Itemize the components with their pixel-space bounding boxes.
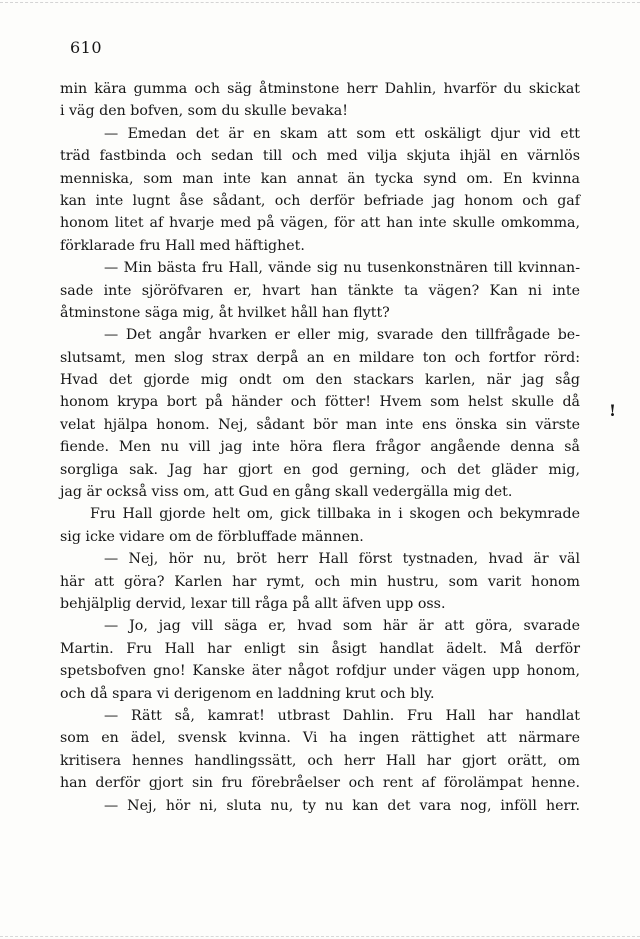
text-line: menniska, som man inte kan annat än tycka synd om. En kvinna bbox=[60, 170, 580, 187]
text-line: Fru Hall gjorde helt om, gick tillbaka in i skogen och bekymrade bbox=[90, 506, 580, 523]
text-line: jag är också viss om, att Gud en gång skall vedergälla mig det. bbox=[60, 484, 513, 501]
text-line: Hvad det gjorde mig ondt om den stackars karlen, när jag såg bbox=[60, 372, 580, 389]
text-line: åtminstone säga mig, åt hvilket håll han flytt? bbox=[60, 304, 390, 321]
text-line: han derför gjort sin fru förebråelser och rent af förolämpat henne. bbox=[60, 775, 580, 792]
page-top-edge bbox=[0, 2, 640, 3]
text-line: velat hjälpa honom. Nej, sådant bör man inte ens önska sin värste bbox=[60, 416, 580, 433]
text-line: — Rätt så, kamrat! utbrast Dahlin. Fru Hall har handlat bbox=[104, 707, 580, 724]
text-line: och då spara vi derigenom en laddning krut och bly. bbox=[60, 685, 435, 702]
text-line: som en ädel, svensk kvinna. Vi ha ingen rättighet att närmare bbox=[60, 730, 580, 747]
text-line: min kära gumma och säg åtminstone herr Dahlin, hvarför du skickat bbox=[60, 81, 580, 97]
text-line: kan inte lugnt åse sådant, och derför befriade jag honom och gaf bbox=[60, 192, 580, 209]
text-line: — Det angår hvarken er eller mig, svarade den tillfrågade be- bbox=[104, 327, 580, 344]
page-bottom-edge bbox=[0, 936, 640, 937]
page-number: 610 bbox=[70, 38, 103, 57]
body-text bbox=[60, 78, 580, 817]
text-line: i väg den bofven, som du skulle bevaka! bbox=[60, 103, 348, 120]
text-line: sade inte sjöröfvaren er, hvart han tänkte ta vägen? Kan ni inte bbox=[60, 282, 580, 299]
text-line: honom litet af hvarje med på vägen, för att han inte skulle omkomma, bbox=[60, 215, 580, 232]
text-line: förklarade fru Hall med häftighet. bbox=[60, 237, 305, 254]
text-line: slutsamt, men slog strax derpå an en mildare ton och fortfor rörd: bbox=[60, 349, 580, 366]
text-line: sorgliga sak. Jag har gjort en god gerning, och det gläder mig, bbox=[60, 461, 580, 478]
text-line: sig icke vidare om de förbluffade männen. bbox=[60, 528, 364, 545]
margin-mark: ! bbox=[609, 401, 617, 420]
text-line: spetsbofven gno! Kanske äter något rofdjur under vägen upp honom, bbox=[60, 663, 580, 680]
text-line: fiende. Men nu vill jag inte höra flera frågor angående denna så bbox=[60, 439, 580, 456]
text-line: — Min bästa fru Hall, vände sig nu tusenkonstnären till kvinnan- bbox=[104, 260, 580, 277]
text-line: honom krypa bort på händer och fötter! Hvem som helst skulle då bbox=[60, 394, 580, 411]
text-line: här att göra? Karlen har rymt, och min hustru, som varit honom bbox=[60, 573, 580, 590]
text-line: — Emedan det är en skam att som ett oskäligt djur vid ett bbox=[104, 125, 580, 142]
text-line: behjälplig dervid, lexar till råga på allt äfven upp oss. bbox=[60, 595, 446, 612]
text-line: — Nej, hör ni, sluta nu, ty nu kan det vara nog, inföll herr. bbox=[104, 797, 580, 814]
text-line: — Nej, hör nu, bröt herr Hall först tystnaden, hvad är väl bbox=[104, 551, 580, 568]
text-line: — Jo, jag vill säga er, hvad som här är att göra, svarade bbox=[104, 618, 580, 635]
text-line: träd fastbinda och sedan till och med vilja skjuta ihjäl en värnlös bbox=[60, 148, 580, 165]
text-line: Martin. Fru Hall har enligt sin åsigt handlat ädelt. Må derför bbox=[60, 640, 580, 657]
text-line: kritisera hennes handlingssätt, och herr Hall har gjort orätt, om bbox=[60, 752, 580, 769]
